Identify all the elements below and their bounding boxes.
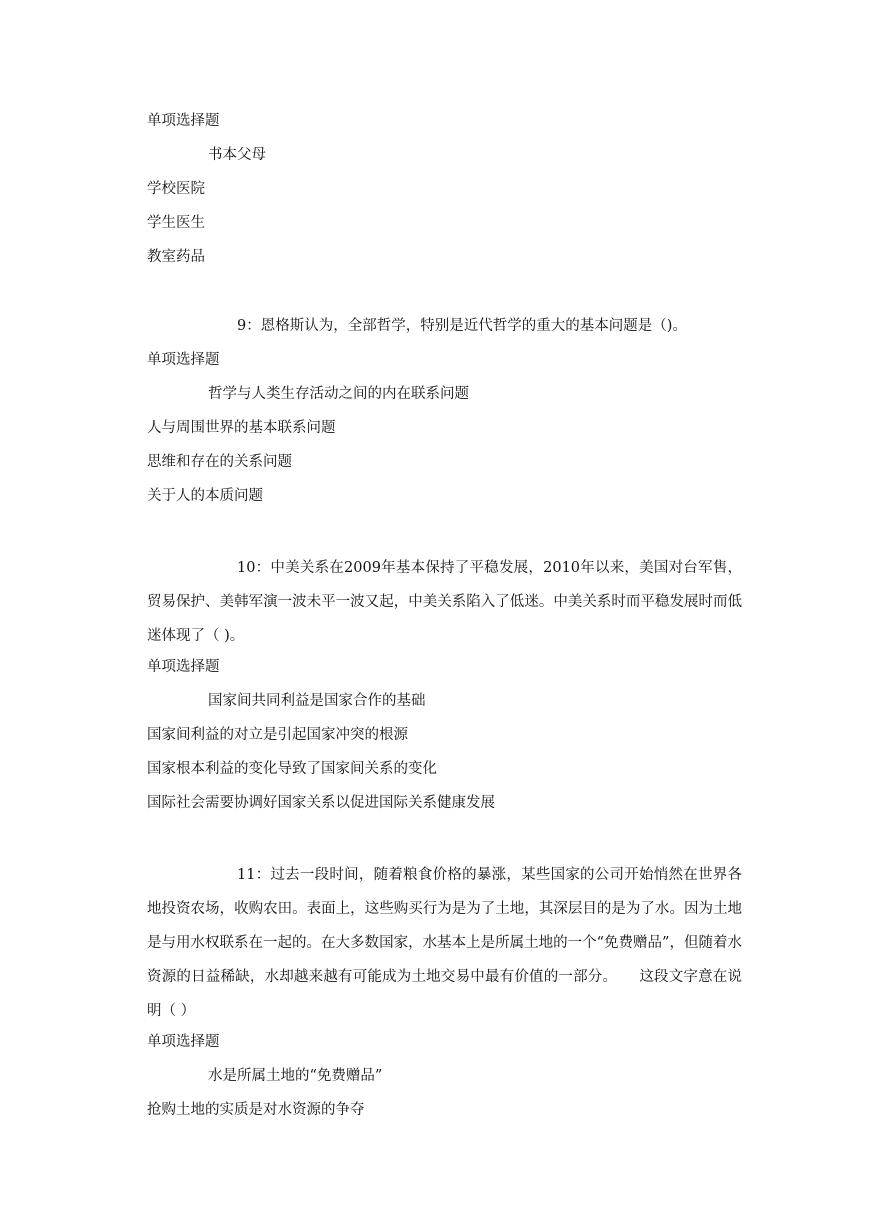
option-c: 国家根本利益的变化导致了国家间关系的变化 xyxy=(147,761,437,777)
question-type: 单项选择题 xyxy=(147,1034,220,1050)
option-b: 国家间利益的对立是引起国家冲突的根源 xyxy=(147,727,408,743)
option-d: 国际社会需要协调好国家关系以促进国际关系健康发展 xyxy=(147,795,495,811)
option-d: 教室药品 xyxy=(147,249,205,265)
option-b: 学校医院 xyxy=(147,181,205,197)
question-10 xyxy=(147,551,742,653)
option-c: 思维和存在的关系问题 xyxy=(147,454,292,470)
option-b: 抢购土地的实质是对水资源的争夺 xyxy=(147,1102,365,1118)
option-d: 关于人的本质问题 xyxy=(147,488,263,504)
option-c: 学生医生 xyxy=(147,215,205,231)
question-10-text: 10：中美关系在2009年基本保持了平稳发展，2010年以来，美国对台军售，贸易保护、美韩军演一波未平一波又起，中美关系陷入了低迷。中美关系时而平稳发展时而低迷体现了（ )。 xyxy=(147,560,742,644)
question-type: 单项选择题 xyxy=(147,352,220,368)
option-a: 哲学与人类生存活动之间的内在联系问题 xyxy=(208,386,469,402)
question-9-text: 9：恩格斯认为，全部哲学，特别是近代哲学的重大的基本问题是（)。 xyxy=(237,318,687,334)
question-11-text: 11：过去一段时间，随着粮食价格的暴涨，某些国家的公司开始悄然在世界各地投资农场，收购农田。表面上，这些购买行为是为了土地，其深层目的是为了水。因为土地是与用水权联系在一起的。在大多数国家，水基本上是所属土地的一个“免费赠品”，但随着水资源的日益稀缺，水却越来越有可能成为土地交易中最有价值的一部分。 这段文字意在说明（ ） xyxy=(147,867,742,1019)
question-type: 单项选择题 xyxy=(147,113,220,129)
option-a: 国家间共同利益是国家合作的基础 xyxy=(208,693,426,709)
question-type: 单项选择题 xyxy=(147,659,220,675)
question-11 xyxy=(147,858,742,1028)
option-b: 人与周围世界的基本联系问题 xyxy=(147,420,336,436)
option-a: 水是所属土地的“免费赠品” xyxy=(208,1068,383,1084)
option-a: 书本父母 xyxy=(208,147,266,163)
